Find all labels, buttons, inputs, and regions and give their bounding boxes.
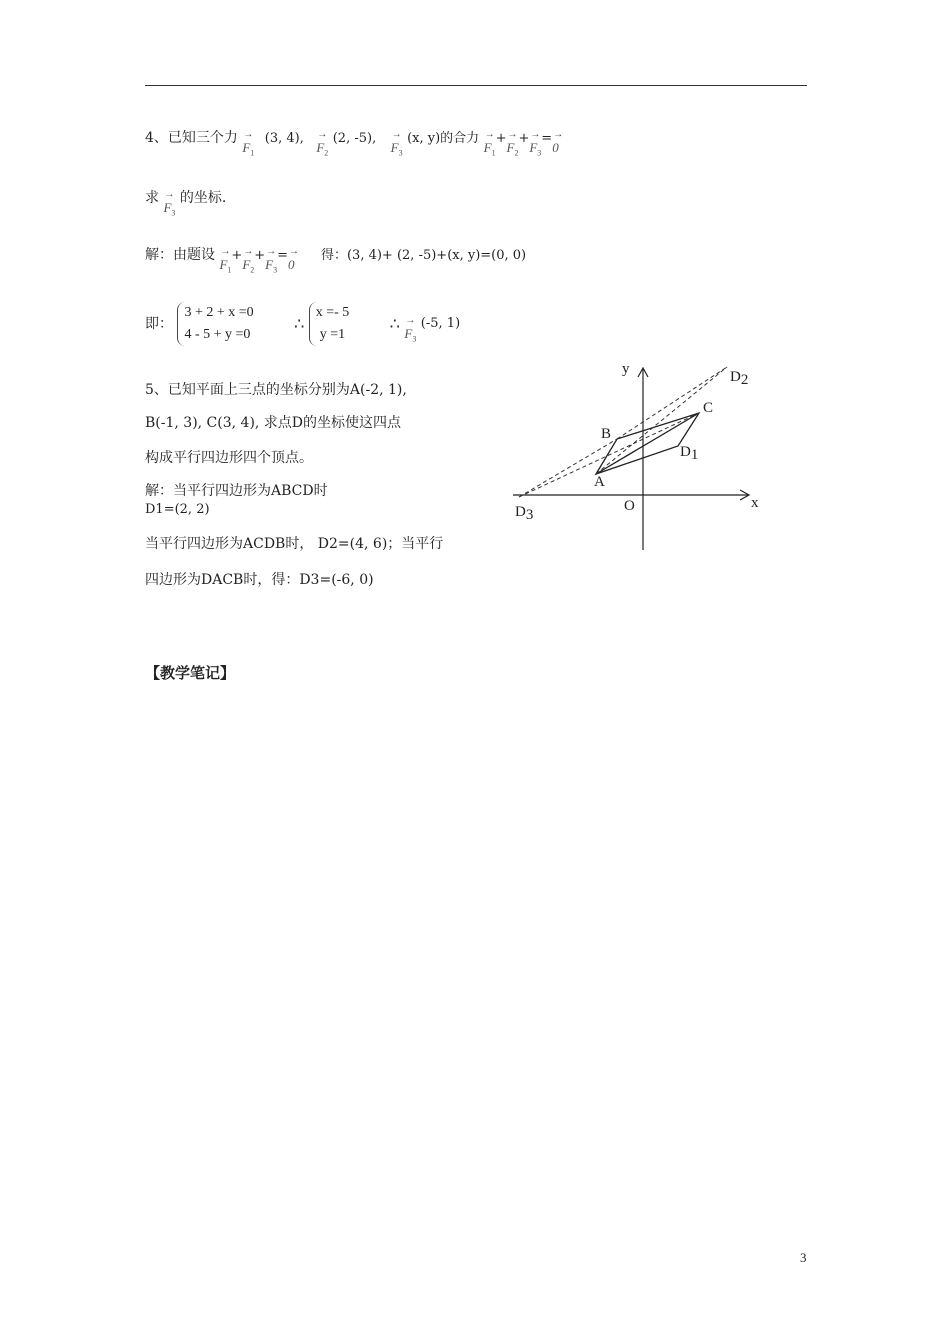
problem5-line3: 构成平行四边形四个顶点。 — [145, 450, 313, 466]
ask-text: 求 — [145, 190, 159, 206]
result-1: x =- 5 — [315, 305, 350, 320]
f3-value: (x, y)的合力 — [407, 131, 480, 146]
plus-sign: + — [254, 248, 266, 263]
point-d1-label: D1 — [680, 444, 699, 463]
plus-sign: + — [518, 131, 530, 146]
y-axis-label: y — [622, 361, 630, 377]
teaching-notes-heading: 【教学笔记】 — [145, 664, 236, 682]
x-axis-label: x — [751, 495, 759, 511]
problem5-solution2: D1=(2, 2) — [145, 502, 210, 517]
equation-1: 3 + 2 + x =0 — [184, 305, 254, 320]
parallelogram-figure — [505, 355, 770, 555]
vector-f3: → $F_3$ — [163, 194, 175, 224]
vector-f3: → $F_3$ — [404, 320, 416, 350]
final-value: (-5, 1) — [420, 316, 461, 331]
point-a-label: A — [594, 474, 605, 490]
equals-sign: = — [277, 248, 289, 263]
result-system — [309, 302, 350, 346]
vector-f1: → $F_1$ — [219, 251, 231, 281]
therefore-symbol: ∴ — [389, 314, 400, 333]
point-c-label: C — [703, 400, 714, 416]
result-2: y =1 — [319, 327, 346, 342]
problem5-solution3: 当平行四边形为ACDB时， D2=(4, 6)；当平行 — [145, 536, 444, 552]
vector-f3: → $F_3$ — [265, 251, 277, 281]
page-number: 3 — [800, 1250, 807, 1265]
problem4-question — [145, 188, 226, 224]
ji-text: 即： — [145, 316, 173, 332]
equation-2: 4 - 5 + y =0 — [184, 327, 251, 342]
plus-sign: + — [231, 248, 243, 263]
solution-prefix: 解：由题设 — [145, 247, 215, 263]
problem4-statement — [145, 128, 559, 164]
vector-f2: → $F_2$ — [506, 134, 518, 164]
problem4-prefix: 4、已知三个力 — [145, 130, 238, 146]
vector-f3: → $F_3$ — [391, 134, 403, 164]
dashed-a-d2 — [596, 367, 727, 474]
vector-zero: → 0 — [552, 134, 559, 158]
header-rule — [145, 85, 807, 86]
f2-value: (2, -5), — [332, 131, 377, 146]
problem4-systems — [145, 302, 460, 350]
point-b-label: B — [601, 426, 612, 442]
problem4-solution — [145, 245, 526, 281]
vector-f1: → $F_1$ — [484, 134, 496, 164]
vector-f3: → $F_3$ — [529, 134, 541, 164]
problem5-line1: 5、已知平面上三点的坐标分别为A(-2, 1), — [145, 382, 407, 398]
problem5-solution1: 解：当平行四边形为ABCD时 — [145, 483, 328, 499]
vector-f2: → $F_2$ — [316, 134, 328, 164]
therefore-symbol: ∴ — [294, 314, 305, 333]
vector-f1: → $F_1$ — [242, 134, 254, 164]
vector-zero: → 0 — [288, 251, 295, 275]
point-d3-label: D3 — [515, 504, 534, 523]
equals-sign: = — [541, 131, 553, 146]
origin-label: O — [624, 498, 635, 514]
problem5-solution4: 四边形为DACB时，得：D3=(-6, 0) — [145, 572, 374, 588]
equation-system — [177, 302, 253, 346]
problem5-line2: B(-1, 3), C(3, 4), 求点D的坐标使这四点 — [145, 415, 402, 431]
point-d2-label: D2 — [730, 369, 749, 388]
plus-sign: + — [495, 131, 507, 146]
ask-suffix: 的坐标. — [179, 190, 227, 206]
vector-f2: → $F_2$ — [242, 251, 254, 281]
solution-get: 得：(3, 4)+ (2, -5)+(x, y)=(0, 0) — [320, 248, 527, 263]
f1-value: (3, 4), — [264, 131, 304, 146]
